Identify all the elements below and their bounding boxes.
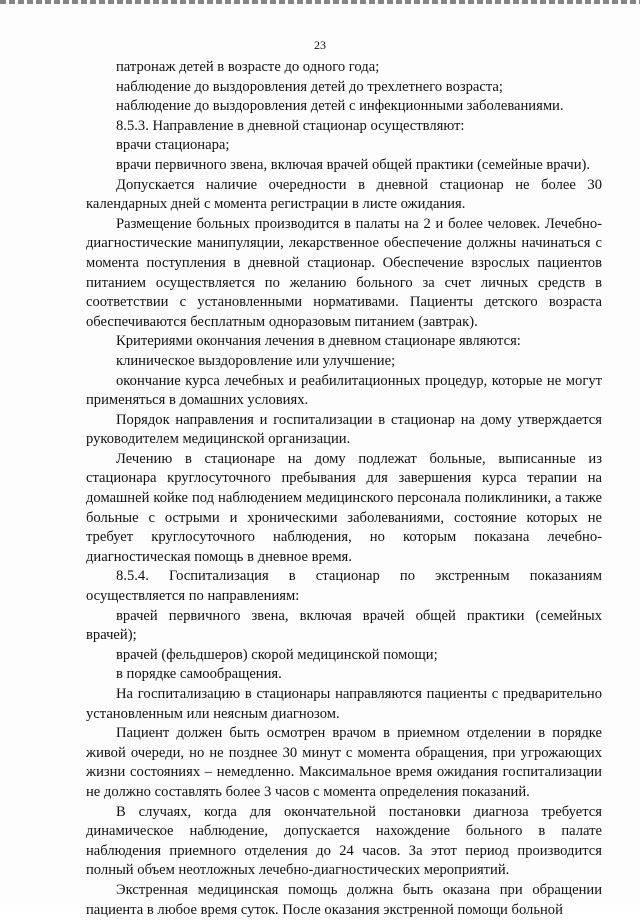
paragraph: В случаях, когда для окончательной постановки диагноза требуется динамическое наблюдение, допускается нахождение больного в палате наблюдения приемного отделения до 24 часов. За этот период производится полный объем неотложных лечебно-диагностических мероприятий.: [86, 803, 602, 879]
paragraph: в порядке самообращения.: [116, 666, 282, 683]
paragraph: наблюдение до выздоровления детей с инфекционными заболеваниями.: [116, 98, 564, 115]
section-heading-8-5-3: 8.5.3. Направление в дневной стационар осуществляют:: [116, 117, 465, 134]
page-number: 23: [314, 38, 326, 52]
paragraph: Пациент должен быть осмотрен врачом в приемном отделении в порядке живой очереди, но не позднее 30 минут с момента обращения, при угрожающих жизни состояниях – немедленно. Максимальное время ожидания госпитализации не должно составлять более 3 часов с момента определения показаний.: [86, 725, 602, 800]
section-heading-8-5-4: 8.5.4. Госпитализация в стационар по экстренным показаниям осуществляется по направлениям:: [86, 568, 602, 605]
paragraph: Порядок направления и госпитализации в стационар на дому утверждается руководителем медицинской организации.: [86, 411, 602, 448]
paragraph: врачей первичного звена, включая врачей общей практики (семейных врачей);: [86, 607, 602, 644]
paragraph: наблюдение до выздоровления детей до трехлетнего возраста;: [116, 78, 503, 95]
paragraph: Критериями окончания лечения в дневном стационаре являются:: [116, 333, 521, 350]
paragraph: На госпитализацию в стационары направляются пациенты с предварительно установленным или неясным диагнозом.: [86, 686, 602, 722]
paragraph: окончание курса лечебных и реабилитационных процедур, которые не могут применяться в домашних условиях.: [86, 372, 602, 409]
paragraph: Размещение больных производится в палаты на 2 и более человек. Лечебно-диагностические манипуляции, лекарственное обеспечение должны начинаться с момента поступления в дневной стационар. Обеспечение взрослых пациентов питанием осуществляется по желанию больного за счет личных средств в соответствии с установленными нормативами. Пациенты детского возраста обеспечиваются бесплатным одноразовым питанием (завтрак).: [86, 215, 602, 330]
paragraph: врачи первичного звена, включая врачей общей практики (семейные врачи).: [116, 156, 591, 173]
paragraph: Допускается наличие очередности в дневной стационар не более 30 календарных дней с момента регистрации в листе ожидания.: [86, 176, 602, 213]
document-body: [86, 58, 602, 920]
paragraph: Экстренная медицинская помощь должна быть оказана при обращении пациента в любое время суток. После оказания экстренной помощи больной: [86, 881, 602, 918]
paragraph: патронаж детей в возрасте до одного года;: [116, 59, 380, 75]
scan-edge-artifact: [0, 0, 640, 4]
paragraph: врачей (фельдшеров) скорой медицинской помощи;: [116, 646, 438, 663]
paragraph: Лечению в стационаре на дому подлежат больные, выписанные из стационара круглосуточного пребывания для завершения курса терапии на домашней койке под наблюдением медицинского персонала поликлиники, а также больные с острыми и хроническими заболеваниями, состояние которых не требует круглосуточного наблюдения, но которым показана лечебно-диагностическая помощь в дневное время.: [86, 450, 602, 565]
paragraph: клиническое выздоровление или улучшение;: [116, 352, 396, 369]
paragraph: врачи стационара;: [116, 137, 230, 154]
